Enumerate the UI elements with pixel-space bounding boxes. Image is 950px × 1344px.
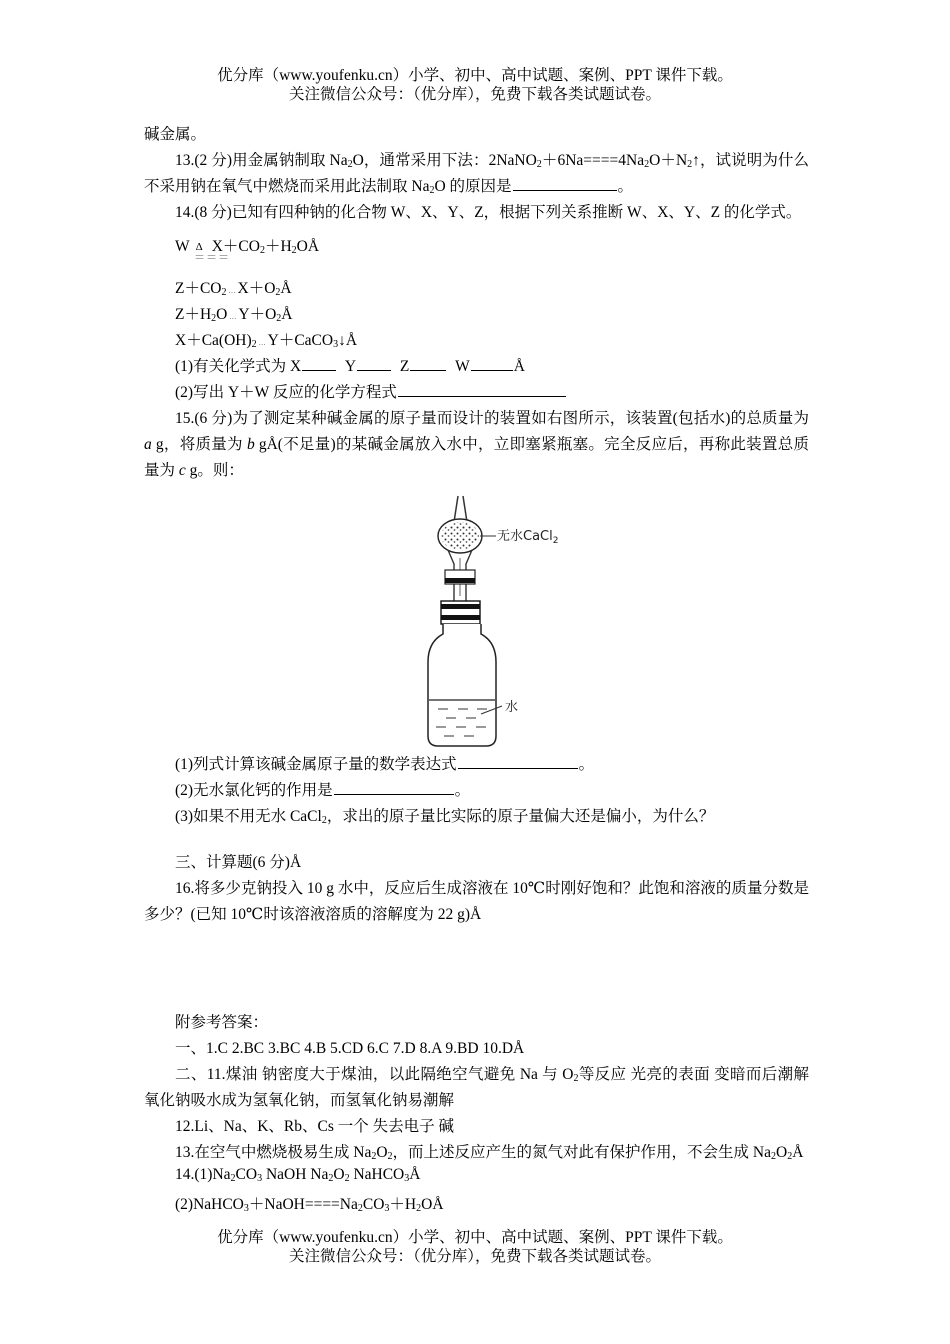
equation-2: $Z+CO_2$ … $X+O_2Å$ xyxy=(175,280,292,298)
answer-blank-equation[interactable] xyxy=(398,380,566,397)
answer-blank-z[interactable] xyxy=(410,354,446,371)
q12-tail: 碱金属。 xyxy=(144,126,207,143)
answer-blank-w[interactable] xyxy=(471,354,513,371)
equation-1: W Δ $X+CO_2+H_2OÅ$ ＝＝＝ xyxy=(175,238,320,264)
answer-13: 13.在空气中燃烧极易生成 $Na_2O_2$，而上述反应产生的氮气对此有保护作用，不会生成 $Na_2O_2Å$ xyxy=(175,1144,804,1162)
answer-blank-function[interactable] xyxy=(334,778,454,795)
label-anhydrous-cacl2: 无水CaCl$_2$ xyxy=(497,529,559,546)
question-14-part-2: (2)写出 Y＋W 反应的化学方程式 xyxy=(144,380,809,406)
footer-line-2: 关注微信公众号：（优分库），免费下载各类试题试卷。 xyxy=(288,1248,661,1265)
answer-blank-y[interactable] xyxy=(357,354,391,371)
equation-arrow: ＝＝＝ xyxy=(194,252,230,264)
answer-blank-x[interactable] xyxy=(302,354,336,371)
question-15-part-1: (1)列式计算该碱金属原子量的数学表达式 。 xyxy=(144,752,809,778)
header-line-2: 关注微信公众号：（优分库），免费下载各类试题试卷。 xyxy=(288,86,661,103)
question-15-intro: 15.(6 分)为了测定某种碱金属的原子量而设计的装置如右图所示，该装置(包括水)的总质量为 a g，将质量为 b gÅ(不足量)的某碱金属放入水中，立即塞紧瓶塞。完全反应后，再称此装置总质量为 c g。则： xyxy=(144,410,809,479)
answer-12: 12.Li、Na、K、Rb、Cs 一个 失去电子 碱 xyxy=(175,1118,455,1135)
answer-14-part-2: $(2)NaHCO_3+NaOH====Na_2CO_3+H_2OÅ$ xyxy=(175,1196,444,1214)
answer-section-1: 一、1.C 2.BC 3.BC 4.B 5.CD 6.C 7.D 8.A 9.BD 10.DÅ xyxy=(175,1040,525,1057)
drying-tube-top xyxy=(454,496,467,522)
footer-line-1: 优分库（www.youfenku.cn）小学、初中、高中试题、案例、PPT 课件下载。 xyxy=(217,1229,733,1246)
answer-14-part-1: $14.(1)Na_2CO_3$ NaOH $Na_2O_2$ NaHCO$_3$Å xyxy=(175,1166,421,1184)
label-water: 水 xyxy=(505,700,519,715)
answer-11: 二、11.煤油 钠密度大于煤油，以此隔绝空气避免 Na 与 $O_2$等反应 光亮的表面 变暗而后潮解 氧化钠吸水成为氢氧化钠，而氢氧化钠易潮解 xyxy=(144,1066,809,1109)
question-15-part-2: (2)无水氯化钙的作用是 。 xyxy=(144,778,809,804)
page-header xyxy=(0,66,950,104)
header-line-1: 优分库（www.youfenku.cn）小学、初中、高中试题、案例、PPT 课件下载。 xyxy=(217,67,733,84)
equation-3: $Z+H_2O$ … $Y+O_2Å$ xyxy=(175,306,293,324)
heat-condition: Δ xyxy=(195,241,203,253)
section-3-title: 三、计算题(6 分)Å xyxy=(175,854,302,871)
answers-title: 附参考答案： xyxy=(175,1014,269,1031)
question-16: 16.将多少克钠投入 10 g 水中，反应后生成溶液在 10℃时刚好饱和？此饱和溶液的质量分数是多少？(已知 10℃时该溶液溶质的溶解度为 22 g)Å xyxy=(144,880,809,923)
apparatus-figure-area xyxy=(144,484,809,752)
stopper-band xyxy=(445,578,475,583)
question-14-part-1: (1)有关化学式为 X Y Z W Å xyxy=(144,354,809,380)
page-footer xyxy=(0,1228,950,1266)
equation-4: $X+Ca(OH)_2$ … Y＋CaCO$_3$↓Å xyxy=(175,332,358,350)
apparatus-diagram xyxy=(144,484,809,752)
main-content xyxy=(144,122,809,1218)
flask xyxy=(428,624,496,746)
question-13: 13.(2 分)用金属钠制取 $Na_2O$，通常采用下法：$2NaNO_2+6Na====4Na_2O+N_2↑$，试说明为什么不采用钠在氧气中燃烧而采用此法制取 $Na_2O$ 的原因是 。 xyxy=(144,152,809,196)
drying-bulb xyxy=(438,519,482,553)
question-15-part-3: (3)如果不用无水 CaCl$_2$，求出的原子量比实际的原子量偏大还是偏小，为什么？ xyxy=(175,808,715,826)
answer-blank-expression[interactable] xyxy=(458,752,578,769)
answer-blank[interactable] xyxy=(513,174,617,191)
question-14-intro: 14.(8 分)已知有四种钠的化合物 W、X、Y、Z，根据下列关系推断 W、X、Y、Z 的化学式。 xyxy=(175,204,802,221)
